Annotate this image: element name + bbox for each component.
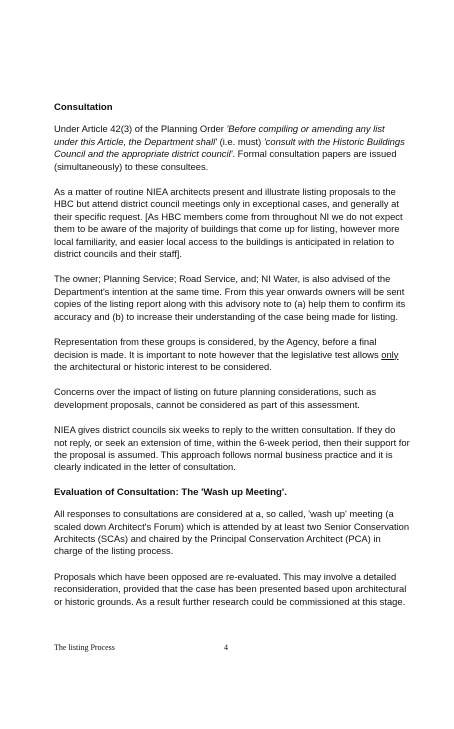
paragraph-owner-advised: The owner; Planning Service; Road Service, and; NI Water, is also advised of the Department's intention at the same time. From this year onwards owners will be sent copies of the listing report along with this advisory note to (a) help them to confirm its accuracy and (b) to increase their understanding of the case being made for listing. (54, 273, 406, 322)
quoted-text: 'consult with the Historic Buildings Council and the appropriate district council' (54, 135, 405, 160)
paragraph-text: Representation from these groups is considered, by the Agency, before a final decision is made. It is important to note however that the legislative test allows (54, 336, 382, 360)
quoted-text: 'Before compiling or amending any list under this Article, the Department shall' (54, 123, 385, 147)
paragraph-niea-routine: As a matter of routine NIEA architects present and illustrate listing proposals to the HBC but attend district council meetings only in exceptional cases, and generally at their specific request. [As HBC members come from throughout NI we do not expect them to be aware of the majority of buildings that come up for listing, however more local familiarity, and easier local access to the buildings is anticipated in relation to district councils and their staff]. (54, 186, 403, 260)
section-heading-consultation: Consultation (54, 102, 113, 113)
footer-title: The listing Process (54, 643, 115, 652)
paragraph-text: . Formal consultation papers are issued (simultaneously) to these consultees. (54, 148, 397, 172)
page-number: 4 (224, 643, 228, 652)
paragraph-article-42 (54, 123, 410, 173)
paragraph-text: Under Article 42(3) of the Planning Order (54, 123, 227, 135)
paragraph-text: the architectural or historic interest to be considered. (54, 360, 272, 372)
paragraph-planning-concerns: Concerns over the impact of listing on future planning considerations, such as development proposals, cannot be considered as part of this assessment. (54, 386, 377, 410)
paragraph-wash-up: All responses to consultations are considered at a, so called, 'wash up' meeting (a scaled down Architect's Forum) which is attended by at least two Senior Conservation Architects (SCAs) and chaired by the Principal Conservation Architect (PCA) in charge of the listing process. (54, 508, 410, 557)
paragraph-text: (i.e. must) (216, 135, 264, 147)
document-body (54, 102, 410, 621)
paragraph-re-evaluated: Proposals which have been opposed are re-evaluated. This may involve a detailed reconsideration, provided that the case has been presented based upon architectural or historic grounds. As a result further research could be commissioned at this stage. (54, 570, 407, 607)
paragraph-six-weeks: NIEA gives district councils six weeks to reply to the written consultation. If they do not reply, or seek an extension of time, within the 6-week period, then their support for the proposal is assumed. This approach follows normal business practice and it is clearly indicated in the letter of consultation. (54, 424, 410, 473)
underlined-text: only (381, 348, 399, 360)
paragraph-representation (54, 336, 410, 373)
section-heading-evaluation: Evaluation of Consultation: The 'Wash up Meeting'. (54, 486, 287, 498)
